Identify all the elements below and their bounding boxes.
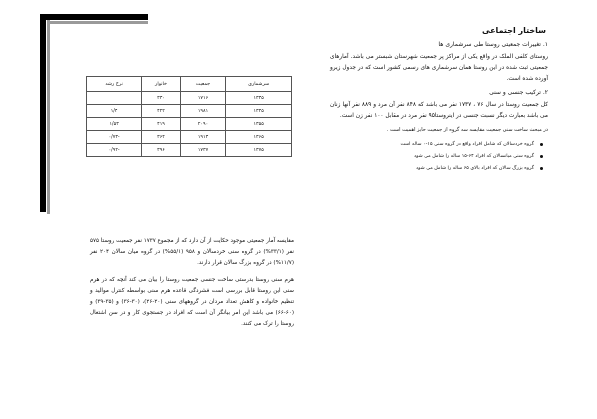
table-cell: ۱۳۷۵: [226, 144, 292, 157]
table-cell: ۱۳۴۵: [226, 105, 292, 118]
section2-paragraph: کل جمعیت روستا در سال ۷۶ ، ۱۷۳۷ نفر می باشد که ۸۴۸ نفر آن مرد و ۸۸۹ نفر آنها زنان می باشد بعبارت دیگر نسبت جنسی در اینروستا۹۵ نفر مرد در مقابل ۱۰۰ نفر زن است.: [330, 102, 549, 119]
table-header: نرخ رشد: [87, 77, 142, 92]
age-pyramid-paragraph: هرم سنی روستا بدرستی ساخت جنسی جمعیت روستا را بیان می کند آنچه که در هرم سنی این روستا قابل بررسی است فشردگی قاعده هرم سنی بواسطه کنترل موالید و تنظیم خانواده و کاهش تعداد مردان در گروههای سنی (۲۰-۲۶)، (۳۰-۳۶) و (۳۵-۳۹) و (۶۰-۶۶) می باشد این امر بیانگر آن است که افراد در جستجوی کار و در سن اشتغال روستا را ترک می کنند.: [90, 277, 294, 327]
list-item: گروه خردسالان که شامل افراد واقع در گروه سنی ۱۵-۰ ساله است: [330, 139, 534, 151]
table-header: جمعیت: [180, 77, 225, 92]
corner-bracket-shadow-horizontal: [47, 21, 148, 24]
table-row: [87, 118, 292, 131]
corner-bracket-horizontal: [40, 14, 148, 20]
table-cell: ۱/۵۳: [87, 118, 142, 131]
list-item: گروه سنی میانسالان که افراد ۶۴-۱۵ ساله را شامل می شود: [330, 151, 534, 163]
table-cell: ۱۹۱۳: [180, 131, 225, 144]
table-cell: ۱۷۱۶: [180, 92, 225, 105]
table-cell: ۱۳۵۵: [226, 118, 292, 131]
table-row: [87, 131, 292, 144]
corner-bracket-shadow-vertical: [47, 20, 50, 214]
table-cell: ۳۳۰: [142, 92, 181, 105]
table-row: [87, 105, 292, 118]
table-cell: -۰/۹۲: [87, 144, 142, 157]
table-header: خانوار: [142, 77, 181, 92]
table-cell: ۱۹۸۱: [180, 105, 225, 118]
corner-bracket-vertical: [40, 14, 46, 212]
table-header: سرشماری: [226, 77, 292, 92]
table-cell: ۴۱۹: [142, 118, 181, 131]
list-item: گروه بزرگ سالان که افراد بالای ۶۵ ساله را شامل می شود: [330, 163, 534, 175]
table-row: [87, 144, 292, 157]
table-cell: ۳۶۴: [142, 131, 181, 144]
section2-heading: ۲. ترکیب جنسی و سنی: [489, 89, 548, 96]
section1-heading: ۱. تغییرات جمعیتی روستا طی سرشماری ها: [438, 41, 548, 48]
table-cell: ۴۲۲: [142, 105, 181, 118]
table-cell: ۲۰۹۰: [180, 118, 225, 131]
population-comparison-paragraph: مقایسه آمار جمعیتی موجود حکایت از آن دارد که از مجموع ۱۷۳۷ نفر جمعیت روستا ۵۷۵ نفر (۳۳/۱%) در گروه سنی خردسالان و ۹۵۸ (۵۵/۱%) در گروه میان سالان ۲۰۴ نفر (۱۱/۷%) در گروه بزرگ سالان قرار دارند.: [90, 238, 294, 266]
table-row: [87, 92, 292, 105]
age-group-list: [330, 139, 534, 175]
table-cell: ۳۹۶: [142, 144, 181, 157]
table-cell: ۱۳۶۵: [226, 131, 292, 144]
table-header-row: [87, 77, 292, 92]
age-structure-intro: در مبحث ساخت سنی جمعیت مقایسه سه گروه از جمعیت حایز اهمیت است .: [386, 127, 548, 133]
section-title: ساختار اجتماعی: [482, 26, 546, 35]
table-cell: ۱/۴: [87, 105, 142, 118]
left-column: [90, 236, 294, 336]
table-cell: -۰/۷۳: [87, 131, 142, 144]
table-cell: [87, 92, 142, 105]
table-cell: ۱۷۳۷: [180, 144, 225, 157]
population-table: [86, 76, 292, 157]
table-cell: ۱۳۳۵: [226, 92, 292, 105]
right-column: [330, 26, 548, 175]
section1-paragraph: روستای کلفی الملک در واقع یکی از مراکز پر جمعیت شهرستان شبستر می باشد. آمارهای جمعیتی ثبت شده در این روستا همان سرشماری های رسمی کشور است که در جدول زیرو آورده شده است.: [330, 54, 548, 82]
